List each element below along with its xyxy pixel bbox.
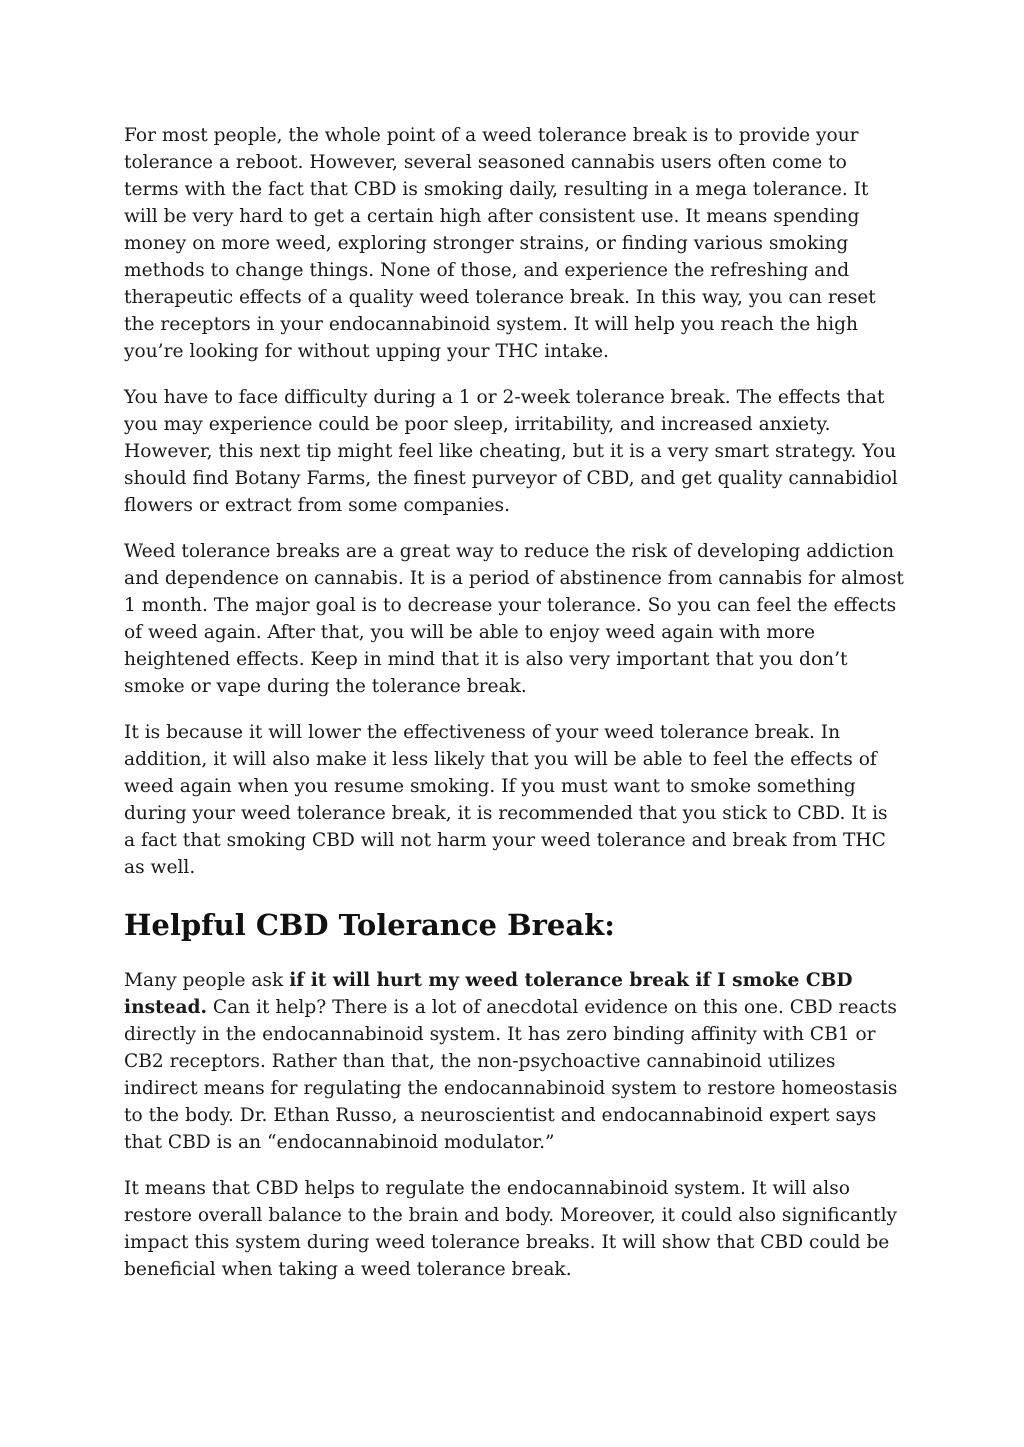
regulation-paragraph: It means that CBD helps to regulate the endocannabinoid system. It will also restore overall balance to the brain and body. Moreover, it could also significantly impact this system during weed tolerance breaks. It will show that CBD could be beneficial when taking a weed tolerance break. bbox=[124, 1178, 898, 1280]
risk-paragraph: Weed tolerance breaks are a great way to reduce the risk of developing addiction and dependence on cannabis. It is a period of abstinence from cannabis for almost 1 month. The major goal is to decrease your tolerance. So you can feel the effects of weed again. After that, you will be able to enjoy weed again with more heightened effects. Keep in mind that it is also very important that you don’t smoke or vape during the tolerance break. bbox=[124, 541, 904, 697]
question-bold-text: if it will hurt my weed tolerance break if I smoke CBD instead. bbox=[124, 970, 853, 1018]
cbd-question-paragraph bbox=[124, 967, 904, 1156]
difficulty-paragraph: You have to face difficulty during a 1 or 2-week tolerance break. The effects that you may experience could be poor sleep, irritability, and increased anxiety. However, this next tip might feel like cheating, but it is a very smart strategy. You should find Botany Farms, the finest purveyor of CBD, and get quality cannabidiol flowers or extract from some companies. bbox=[124, 387, 898, 516]
document-page bbox=[124, 122, 904, 1302]
section-heading: Helpful CBD Tolerance Break: bbox=[124, 908, 615, 942]
intro-paragraph: For most people, the whole point of a weed tolerance break is to provide your tolerance a reboot. However, several seasoned cannabis users often come to terms with the fact that CBD is smoking daily, resulting in a mega tolerance. It will be very hard to get a certain high after consistent use. It means spending money on more weed, exploring stronger strains, or finding various smoking methods to change things. None of those, and experience the refreshing and therapeutic effects of a quality weed tolerance break. In this way, you can reset the receptors in your endocannabinoid system. It will help you reach the high you’re looking for without upping your THC intake. bbox=[124, 125, 876, 362]
question-rest-text: Can it help? There is a lot of anecdotal evidence on this one. CBD reacts directly in the endocannabinoid system. It has zero binding affinity with CB1 or CB2 receptors. Rather than that, the non-psychoactive cannabinoid utilizes indirect means for regulating the endocannabinoid system to restore homeostasis to the body. Dr. Ethan Russo, a neuroscientist and endocannabinoid expert says that CBD is an “endocannabinoid modulator.” bbox=[124, 997, 898, 1153]
question-lead-text: Many people ask bbox=[124, 970, 290, 991]
effectiveness-paragraph: It is because it will lower the effectiveness of your weed tolerance break. In addition, it will also make it less likely that you will be able to feel the effects of weed again when you resume smoking. If you must want to smoke something during your weed tolerance break, it is recommended that you stick to CBD. It is a fact that smoking CBD will not harm your weed tolerance and break from THC as well. bbox=[124, 722, 888, 878]
